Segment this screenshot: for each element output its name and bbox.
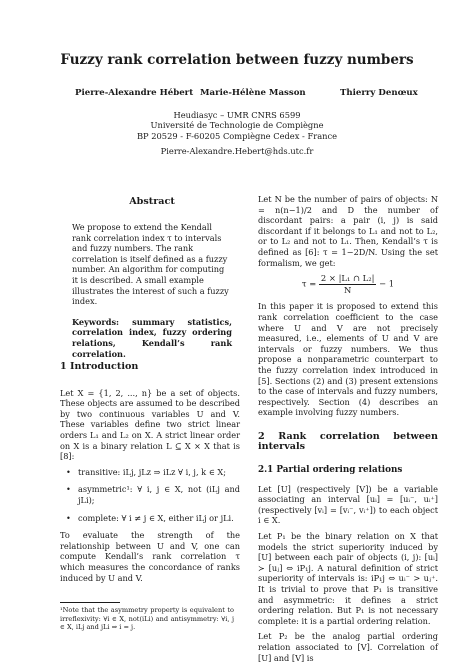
section-heading-intervals: 2 Rank correlation between intervals: [258, 430, 438, 453]
formula-rhs: − 1: [379, 278, 395, 289]
formula-fraction: [319, 273, 377, 295]
relation-p1-paragraph: Let P₁ be the binary relation on X that models the strict superiority induced by [U] between each pair of objects (i, j): [uᵢ] ≻ [uⱼ] ⇔ iP₁j. A natural definition of strict superiority of intervals is: iP₁j ⇔ uᵢ⁻ > uⱼ⁺. It is trivial to prove that P₁ is transitive and asymmetric: it defines a strict ordering relation. But P₁ is not necessary complete: it is a partial ordering relation.: [258, 531, 438, 626]
strict-order-properties-list: [60, 467, 240, 523]
formula-numerator: 2 × |L₁ ∩ L₂|: [320, 273, 375, 284]
kendall-tau-formula: [258, 273, 438, 295]
author-email: Pierre-Alexandre.Hebert@hds.utc.fr: [160, 146, 314, 157]
relation-p2-paragraph: Let P₂ be the analog partial ordering relation associated to [V]. Correlation of [U] and [V] is: [258, 631, 438, 663]
subsection-heading-partial-ordering: 2.1 Partial ordering relations: [258, 465, 403, 476]
kendall-definition-paragraph: Let N be the number of pairs of objects: N = n(n−1)/2 and D the number of discordant pairs: a pair (i, j) is said discordant if it belongs to L₁ and not to L₂, or to L₂ and not to L₁. Then, Kendall’s τ is defined as [6]: τ = 1−2D/N. Using the set formalism, we get:: [258, 194, 438, 268]
abstract-section: [72, 196, 232, 359]
proposal-paragraph: In this paper it is proposed to extend this rank correlation coefficient to the case where U and V are not precisely measured, i.e., elements of U and V are intervals or fuzzy numbers. We thus propose a nonparametric counterpart to the fuzzy correlation index introduced in [5]. Sections (2) and (3) present extensions to the case of intervals and fuzzy numbers, respectively. Section (4) describes an example involving fuzzy numbers.: [258, 301, 438, 418]
affiliation-line-3: BP 20529 - F-60205 Compiègne Cedex - France: [136, 130, 338, 141]
affiliation-line-2: Université de Technologie de Compiègne: [150, 120, 324, 131]
author-1: Pierre-Alexandre Hébert: [75, 88, 194, 98]
affiliation: [0, 110, 474, 157]
introduction-section: [60, 362, 240, 588]
right-column: [258, 194, 438, 668]
formula-lhs: τ =: [301, 278, 317, 289]
footnote-text: ¹Note that the asymmetry property is equivalent to irreflexivity: ∀i ∈ X, not(iLi) and antisymmetry: ∀i, j ∈ X, iLj and jLi ⇒ i = j.: [60, 606, 234, 632]
keywords: Keywords: summary statistics, correlation index, fuzzy ordering relations, Kendall’s rank correlation.: [72, 316, 232, 359]
abstract-text: We propose to extend the Kendall rank correlation index τ to intervals and fuzzy numbers. The rank correlation is itself defined as a fuzzy number. An algorithm for computing it is described. A small example illustrates the interest of such a fuzzy index.: [72, 222, 229, 307]
author-2: Marie-Hélène Masson: [200, 88, 306, 98]
list-item-asymmetric: • asymmetric¹: ∀ i, j ∈ X, not (iLj and jLi);: [78, 484, 240, 505]
formula-denominator: N: [343, 284, 352, 295]
section-heading-introduction: 1 Introduction: [60, 361, 139, 372]
intro-paragraph-1: Let X = {1, 2, ..., n} be a set of objects. These objects are assumed to be described by two continuous variables U and V. These variables define two strict linear orders L₁ and L₂ on X. A strict linear order on X is a binary relation L ⊆ X × X that is [8]:: [60, 387, 240, 462]
paper-title: Fuzzy rank correlation between fuzzy numbers: [60, 52, 414, 68]
footnote: [60, 606, 234, 632]
abstract-heading: Abstract: [129, 196, 175, 207]
author-3: Thierry Denœux: [340, 88, 418, 98]
intro-paragraph-2: To evaluate the strength of the relationship between U and V, one can compute Kendall’s rank correlation τ which measures the concordance of ranks induced by U and V.: [60, 530, 240, 583]
footnote-rule: [60, 602, 120, 603]
interval-variable-paragraph: Let [U] (respectively [V]) be a variable associating an interval [uᵢ] = [uᵢ⁻, uᵢ⁺] (respectively [vᵢ] = [vᵢ⁻, vᵢ⁺]) to each object i ∈ X.: [258, 483, 438, 526]
list-item-transitive: • transitive: iLj, jLz ⇒ iLz ∀ i, j, k ∈ X;: [78, 467, 240, 478]
list-item-complete: • complete: ∀ i ≠ j ∈ X, either iLj or jLi.: [78, 513, 240, 524]
affiliation-line-1: Heudiasyc – UMR CNRS 6599: [173, 110, 301, 120]
